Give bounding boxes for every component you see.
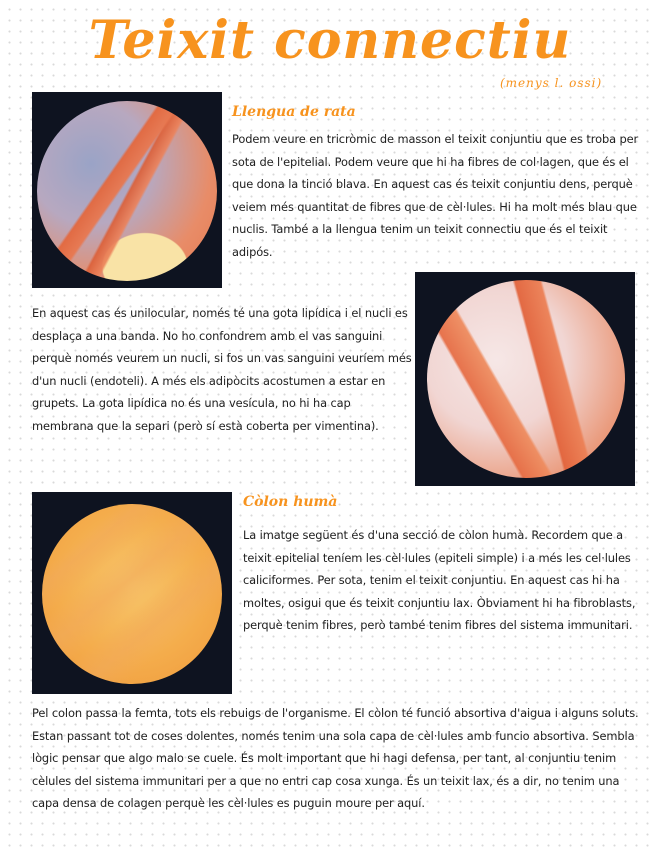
- section-heading-llengua: Llengua de rata: [232, 104, 356, 120]
- page-title: Teixit connectiu: [88, 10, 572, 71]
- micrograph-adipose-tissue: [415, 272, 635, 486]
- colon-paragraph-2: Pel colon passa la femta, tots els rebuigs de l'organisme. El còlon té funció absortiva d'aigua i alguns soluts. Estan passant tot de coses dolentes, només tenim una sola capa de cèl·lules amb funcio absortiva. Sembla lògic pensar que algo malo se cuele. És molt important que hi hagi defensa, per tant, al conjuntiu tenim cèlules del sistema immunitari per a que no entri cap cosa xunga. És un teixit lax, és a dir, no tenim una capa densa de colagen perquè les cèl·lules es puguin moure per aquí.: [32, 706, 639, 811]
- colon-paragraph-1: La imatge següent és d'una secció de còlon humà. Recordem que a teixit epitelial teníem les cèl·lules (epiteli simple) i a més les cel·lules caliciformes. Per sota, tenim el teixit conjuntiu. En aquest cas hi ha moltes, osigui que és teixit conjuntiu lax. Òbviament hi ha fibroblasts, perquè tenim fibres, però també tenim fibres del sistema immunitari.: [243, 528, 636, 633]
- llengua-paragraph-1: Podem veure en tricròmic de masson el teixit conjuntiu que es troba per sota de l'epitelial. Podem veure que hi ha fibres de col·lagen, que és el que dona la tinció blava. En aquest cas és teixit conjuntiu dens, perquè veiem més quantitat de fibres que de cèl·lules. Hi ha molt més blau que nuclis. També a la llengua tenim un teixit connectiu que és el teixit adipós.: [232, 132, 639, 259]
- section-heading-colon: Còlon humà: [243, 494, 338, 510]
- page-subtitle: (menys l. ossi): [500, 76, 603, 90]
- micrograph-tongue-trichrome: [32, 92, 222, 288]
- micrograph-human-colon: [32, 492, 232, 694]
- llengua-paragraph-2: En aquest cas és unilocular, només té una gota lipídica i el nucli es desplaça a una banda. No ho confondrem amb el vas sanguini perquè només veurem un nucli, si fos un vas sanguini veuríem més d'un nucli (endoteli). A més els adipòcits acostumen a estar en grupets. La gota lipídica no és una vesícula, no hi ha cap membrana que la separi (però sí està coberta per vimentina).: [32, 306, 412, 433]
